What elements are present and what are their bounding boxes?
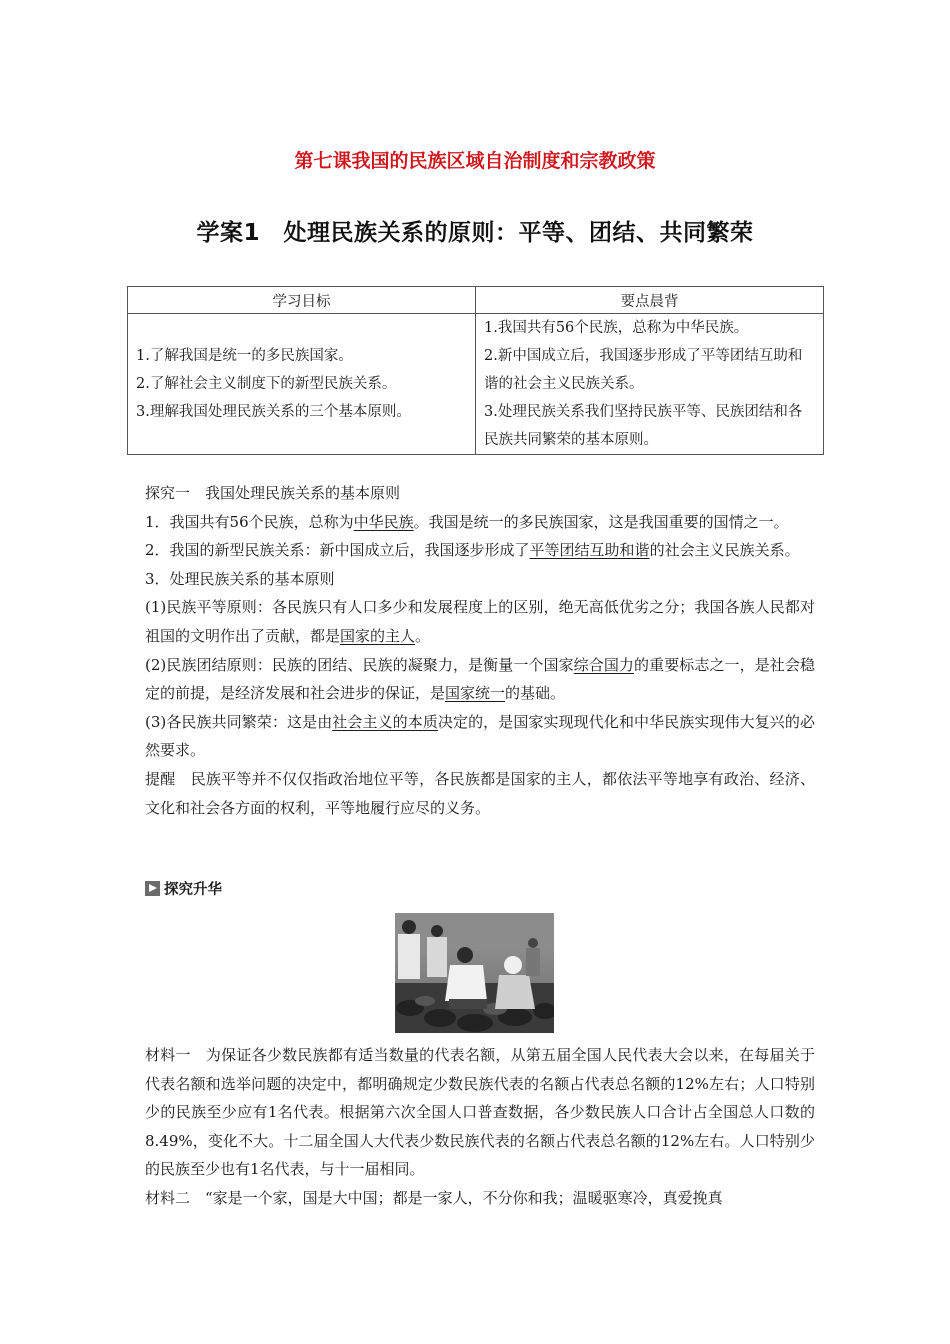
paragraph-3: 3．处理民族关系的基本原则 <box>145 569 335 588</box>
goals-col-left-header: 学习目标 <box>128 287 476 314</box>
goals-table <box>127 286 824 455</box>
explore-section <box>145 479 815 822</box>
goal-item: 2.了解社会主义制度下的新型民族关系。 <box>136 376 397 392</box>
text-run: 的重要标志之一，是社会稳定的前提，是经济发展和社会进步的保证，是 <box>145 655 815 703</box>
key-points-cell <box>476 314 824 455</box>
text-run: 1．我国共有56个民族，总称为 <box>145 512 354 531</box>
materials-section <box>145 1041 815 1213</box>
key-point-item: 1.我国共有56个民族，总称为中华民族。 <box>484 320 749 336</box>
explore-heading: 探究一 我国处理民族关系的基本原则 <box>145 484 401 502</box>
underlined-answer: 综合国力 <box>573 655 635 674</box>
text-run: 2．我国的新型民族关系：新中国成立后，我国逐步形成了 <box>145 541 530 560</box>
case-title: 学案1 处理民族关系的原则：平等、团结、共同繁荣 <box>196 220 754 246</box>
text-run: 决定的，是国家实现现代化和中华民族实现伟大复兴的必然要求。 <box>145 712 815 760</box>
paragraph-2 <box>145 536 815 565</box>
text-run: (1)民族平等原则：各民族只有人口多少和发展程度上的区别，绝无高低优劣之分；我国各族人民都对祖国的文明作出了贡献，都是 <box>145 598 815 645</box>
underlined-answer: 国家统一 <box>445 684 506 703</box>
play-triangle-icon <box>145 881 160 896</box>
section-label <box>145 878 222 899</box>
goals-col-right-header: 要点晨背 <box>476 287 824 314</box>
lesson-title: 第七课我国的民族区域自治制度和宗教政策 <box>294 150 656 172</box>
paragraph-equality <box>145 593 815 650</box>
text-run: (3)各民族共同繁荣：这是由 <box>145 712 333 731</box>
underlined-answer: 国家的主人 <box>340 626 416 645</box>
tip-paragraph: 提醒 民族平等并不仅仅指政治地位平等，各民族都是国家的主人，都依法平等地享有政治、经济、文化和社会各方面的权利，平等地履行应尽的义务。 <box>145 769 815 817</box>
underlined-answer: 中华民族 <box>353 512 414 531</box>
goals-table-header <box>128 287 824 314</box>
underlined-answer: 平等团结互助和谐 <box>529 541 650 560</box>
text-run: 。我国是统一的多民族国家，这是我国重要的国情之一。 <box>413 512 789 531</box>
goal-item: 3.理解我国处理民族关系的三个基本原则。 <box>136 404 411 420</box>
key-point-item: 3.处理民族关系我们坚持民族平等、民族团结和各民族共同繁荣的基本原则。 <box>484 404 803 448</box>
learning-goals-cell <box>128 314 476 455</box>
text-run: 的社会主义民族关系。 <box>649 541 800 560</box>
goal-item: 1.了解我国是统一的多民族国家。 <box>136 348 353 364</box>
text-run: 。 <box>415 626 431 645</box>
paragraph-prosperity <box>145 708 815 765</box>
goals-table-row <box>128 314 824 455</box>
paragraph-unity <box>145 651 815 708</box>
key-point-item: 2.新中国成立后，我国逐步形成了平等团结互助和谐的社会主义民族关系。 <box>484 348 803 392</box>
paragraph-1 <box>145 508 815 537</box>
text-run: 的基础。 <box>505 684 566 703</box>
material-1: 材料一 为保证各少数民族都有适当数量的代表名额，从第五届全国人民代表大会以来，在每届关于代表名额和选举问题的决定中，都明确规定少数民族代表的名额占代表总名额的12%左右；人口特别少的民族至少应有1名代表。根据第六次全国人口普查数据，各少数民族人口合计占全国总人口数的8.49%，变化不大。十二届全国人大代表少数民族代表的名额占代表总名额的12%左右。人口特别少的民族至少也有1名代表，与十一届相同。 <box>145 1046 815 1179</box>
section-label-text: 探究升华 <box>164 882 222 898</box>
underlined-answer: 社会主义的本质 <box>332 712 438 731</box>
text-run: (2)民族团结原则：民族的团结、民族的凝聚力，是衡量一个国家 <box>145 655 574 674</box>
material-2: 材料二 “家是一个家，国是大中国；都是一家人，不分你和我；温暖驱寒冷，真爱挽真 <box>145 1188 723 1207</box>
field-visit-photo <box>395 913 554 1033</box>
